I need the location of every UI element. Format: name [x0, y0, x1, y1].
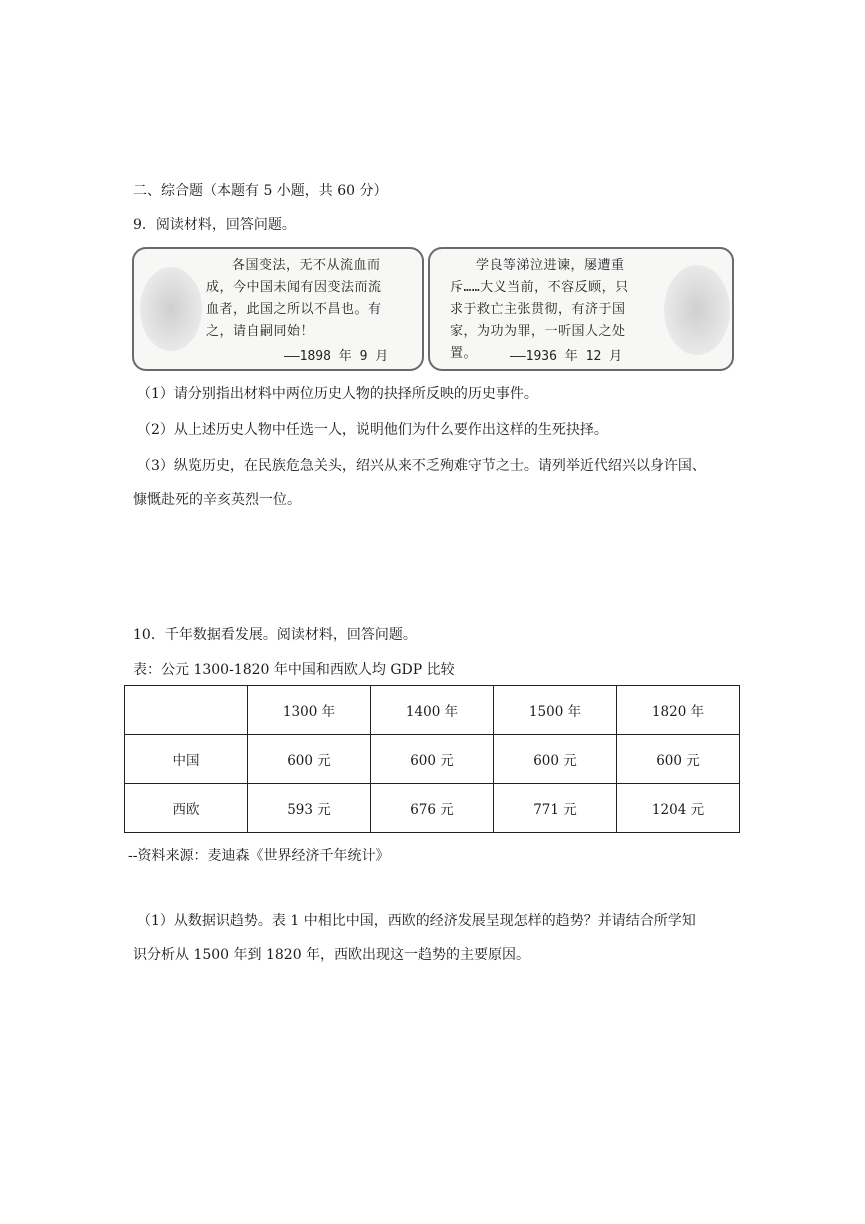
- material-left-date: ——1898 年 9 月: [284, 349, 389, 364]
- material-left-line: 血者，此国之所以不昌也。有: [206, 302, 382, 317]
- table-row-label: 西欧: [125, 784, 248, 833]
- table-header-cell: 1820 年: [617, 686, 740, 735]
- question-9-sub-3-line-1: （3）纵览历史，在民族危急关头，绍兴从来不乏殉难守节之士。请列举近代绍兴以身许国、: [137, 458, 706, 474]
- table-row-label: 中国: [125, 735, 248, 784]
- material-card-left: [132, 247, 424, 371]
- table-title: 表：公元 1300-1820 年中国和西欧人均 GDP 比较: [133, 662, 455, 678]
- question-10-title: 10．千年数据看发展。阅读材料，回答问题。: [133, 627, 417, 643]
- table-cell: 600 元: [617, 735, 740, 784]
- material-left-line: 成，今中国未闻有因变法而流: [206, 280, 382, 295]
- question-10-sub-1-line-2: 识分析从 1500 年到 1820 年，西欧出现这一趋势的主要原因。: [133, 947, 531, 963]
- table-cell: 600 元: [494, 735, 617, 784]
- portrait-image-right: [664, 265, 730, 355]
- material-card-right: [428, 247, 734, 371]
- material-left-line: 各国变法，无不从流血而: [232, 258, 381, 273]
- table-header-cell: 1400 年: [371, 686, 494, 735]
- material-right-date: ——1936 年 12 月: [510, 349, 623, 364]
- section-heading: 二、综合题（本题有 5 小题，共 60 分）: [133, 183, 388, 199]
- table-header-cell: 1500 年: [494, 686, 617, 735]
- material-right-line: 家，为功为罪，一听国人之处置。: [450, 324, 626, 361]
- question-9-sub-1: （1）请分别指出材料中两位历史人物的抉择所反映的历史事件。: [137, 386, 538, 402]
- question-9-sub-3-line-2: 慷慨赴死的辛亥英烈一位。: [133, 492, 301, 508]
- material-right-line: 斥……大义当前，不容反顾，只: [450, 280, 629, 295]
- table-cell: 600 元: [371, 735, 494, 784]
- question-9-sub-2: （2）从上述历史人物中任选一人，说明他们为什么要作出这样的生死抉择。: [137, 422, 608, 438]
- table-header-row: [125, 686, 740, 735]
- portrait-image-left: [140, 267, 202, 351]
- table-row: [125, 735, 740, 784]
- table-header-cell: [125, 686, 248, 735]
- table-cell: 600 元: [248, 735, 371, 784]
- material-right-line: 求于救亡主张贯彻，有济于国: [450, 302, 626, 317]
- material-left-line: 之，请自嗣同始！: [206, 324, 315, 339]
- table-header-cell: 1300 年: [248, 686, 371, 735]
- material-right-line: 学良等涕泣进谏，屡遭重: [476, 258, 625, 273]
- gdp-comparison-table: [124, 685, 740, 833]
- question-9-material: [132, 247, 734, 373]
- question-9-title: 9．阅读材料，回答问题。: [133, 217, 296, 233]
- table-cell: 1204 元: [617, 784, 740, 833]
- table-cell: 593 元: [248, 784, 371, 833]
- material-left-text: [206, 255, 416, 343]
- table-cell: 676 元: [371, 784, 494, 833]
- table-row: [125, 784, 740, 833]
- table-cell: 771 元: [494, 784, 617, 833]
- question-10-sub-1-line-1: （1）从数据识趋势。表 1 中相比中国，西欧的经济发展呈现怎样的趋势？并请结合所学知: [137, 913, 696, 929]
- table-source: --资料来源：麦迪森《世界经济千年统计》: [128, 848, 390, 864]
